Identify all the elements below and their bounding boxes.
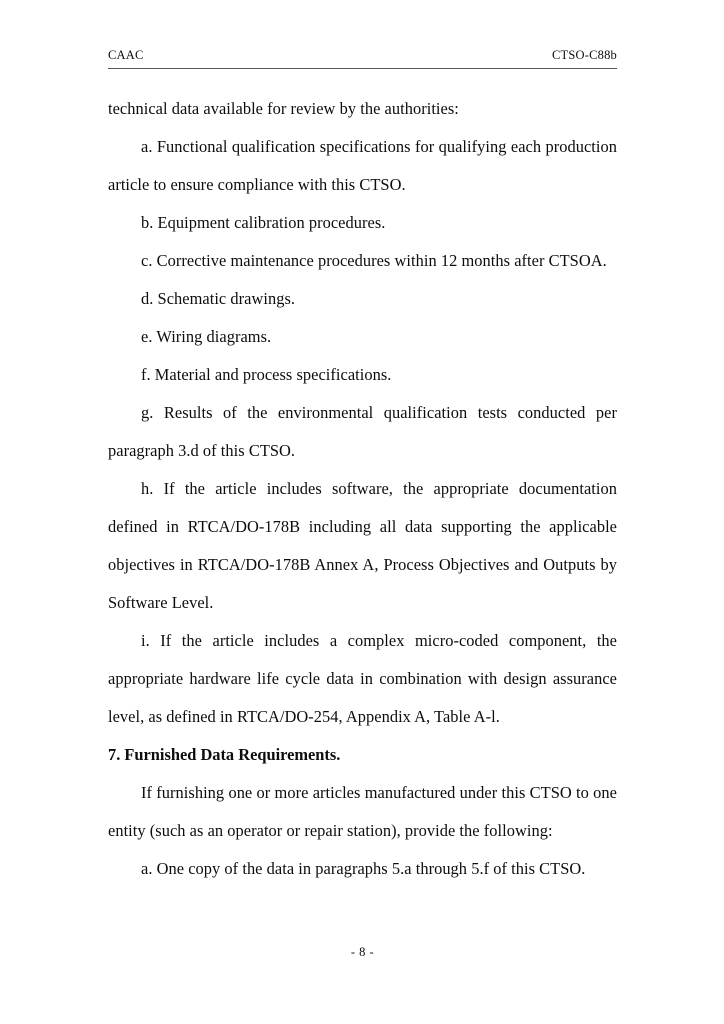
- paragraph-intro: technical data available for review by the authorities:: [108, 99, 459, 118]
- list-item-c: c. Corrective maintenance procedures within 12 months after CTSOA.: [141, 251, 607, 270]
- running-head-left: CAAC: [108, 48, 144, 62]
- list-item-e: e. Wiring diagrams.: [141, 327, 272, 346]
- list-item-i: i. If the article includes a complex micro-coded component, the appropriate hardware life cycle data in combination with design assurance level, as defined in RTCA/DO-254, Appendix A, Table A-l.: [108, 631, 617, 726]
- section-7-item-a: a. One copy of the data in paragraphs 5.a through 5.f of this CTSO.: [141, 859, 586, 878]
- body-text: [108, 90, 617, 888]
- list-item-h: h. If the article includes software, the appropriate documentation defined in RTCA/DO-178B including all data supporting the applicable objectives in RTCA/DO-178B Annex A, Process Objectives and Outputs by Software Level.: [108, 479, 617, 612]
- list-item-g: g. Results of the environmental qualification tests conducted per paragraph 3.d of this CTSO.: [108, 403, 617, 460]
- section-heading-7: 7. Furnished Data Requirements.: [108, 745, 341, 764]
- list-item-f: f. Material and process specifications.: [141, 365, 392, 384]
- running-head-right: CTSO-C88b: [551, 48, 617, 62]
- section-7-intro: If furnishing one or more articles manufactured under this CTSO to one entity (such as an operator or repair station), provide the following:: [108, 783, 617, 840]
- header-divider: [108, 68, 617, 69]
- list-item-a: a. Functional qualification specifications for qualifying each production article to ensure compliance with this CTSO.: [108, 137, 617, 194]
- running-head: [108, 48, 617, 63]
- list-item-d: d. Schematic drawings.: [141, 289, 296, 308]
- list-item-b: b. Equipment calibration procedures.: [141, 213, 386, 232]
- page-number: - 8 -: [350, 945, 375, 959]
- page-footer: [108, 944, 617, 960]
